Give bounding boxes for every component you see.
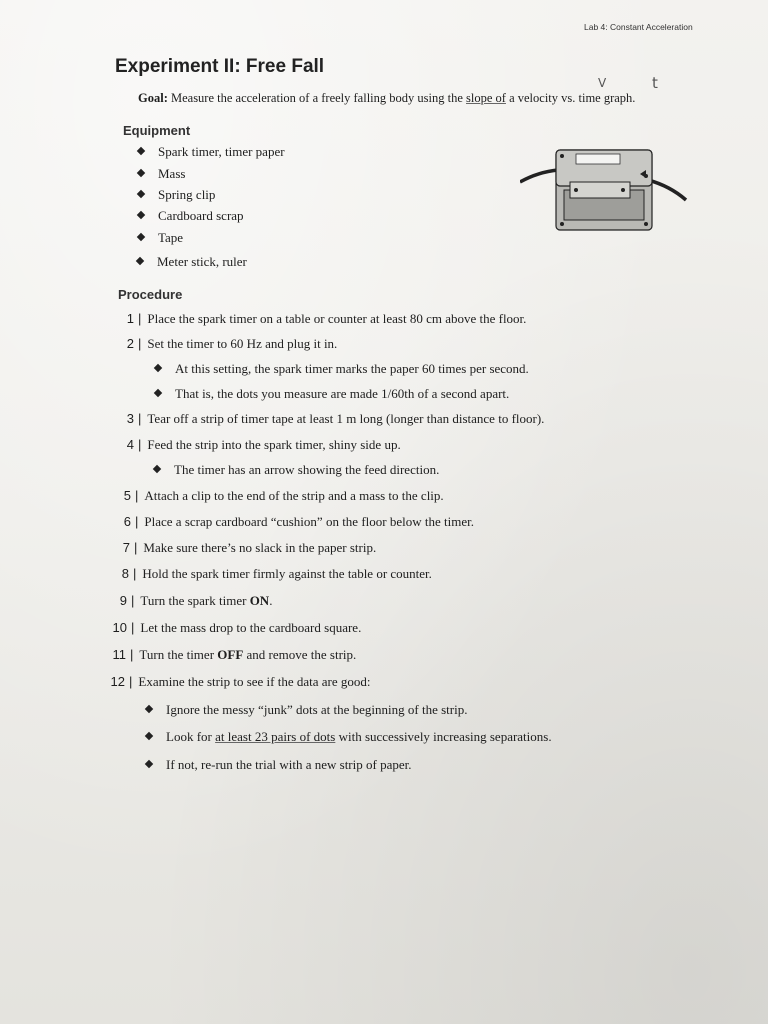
procedure-substep: Look for at least 23 pairs of dots with successively increasing separations. [146, 729, 552, 745]
bullet-diamond-icon [136, 257, 144, 265]
bullet-diamond-icon [145, 705, 153, 713]
procedure-heading: Procedure [118, 287, 183, 302]
procedure-substep: That is, the dots you measure are made 1/60th of a second apart. [155, 386, 509, 402]
procedure-substep: Ignore the messy “junk” dots at the beginning of the strip. [146, 702, 467, 718]
equipment-item: Cardboard scrap [138, 208, 244, 224]
bullet-diamond-icon [137, 211, 145, 219]
procedure-step: 1 | Place the spark timer on a table or counter at least 80 cm above the floor. [126, 311, 527, 326]
procedure-step: 6 | Place a scrap cardboard “cushion” on the floor below the timer. [123, 514, 474, 529]
procedure-step: 8 | Hold the spark timer firmly against the table or counter. [121, 566, 432, 581]
spark-timer-illustration [520, 146, 690, 236]
procedure-step: 2 | Set the timer to 60 Hz and plug it in. [126, 336, 338, 351]
procedure-step: 10 | Let the mass drop to the cardboard square. [112, 620, 362, 635]
bullet-diamond-icon [145, 732, 153, 740]
procedure-step: 3 | Tear off a strip of timer tape at least 1 m long (longer than distance to floor). [126, 411, 545, 426]
procedure-step: 4 | Feed the strip into the spark timer, shiny side up. [126, 437, 401, 452]
goal-part2: a velocity vs. time graph. [505, 91, 636, 105]
equipment-item: Spark timer, timer paper [138, 144, 285, 160]
equipment-heading: Equipment [123, 123, 191, 138]
page-title: Experiment II: Free Fall [115, 56, 325, 77]
procedure-substep: If not, re-run the trial with a new strip of paper. [146, 757, 411, 773]
equipment-item: Meter stick, ruler [137, 254, 247, 270]
handwriting-t: t [652, 74, 658, 92]
equipment-item: Tape [138, 230, 183, 246]
equipment-item: Mass [138, 166, 185, 182]
bullet-diamond-icon [154, 364, 162, 372]
goal-text [138, 91, 635, 106]
procedure-step: 11 | Turn the timer OFF and remove the strip. [112, 647, 357, 662]
procedure-step: 7 | Make sure there’s no slack in the paper strip. [122, 540, 377, 555]
equipment-item: Spring clip [138, 187, 215, 203]
procedure-substep: At this setting, the spark timer marks the paper 60 times per second. [155, 361, 529, 377]
bullet-diamond-icon [137, 169, 145, 177]
spark-timer-icon [520, 146, 690, 236]
procedure-step: 9 | Turn the spark timer ON. [119, 593, 273, 608]
procedure-step: 5 | Attach a clip to the end of the strip and a mass to the clip. [123, 488, 444, 503]
goal-part1: Measure the acceleration of a freely falling body using the [170, 91, 467, 105]
goal-label: Goal: [138, 91, 168, 105]
handwriting-v: V [598, 76, 607, 90]
header-label: Lab 4: Constant Acceleration [584, 22, 693, 32]
bullet-diamond-icon [137, 190, 145, 198]
procedure-step: 12 | Examine the strip to see if the data are good: [110, 674, 371, 689]
procedure-substep: The timer has an arrow showing the feed direction. [154, 462, 439, 478]
bullet-diamond-icon [137, 147, 145, 155]
goal-slope: slope of [466, 91, 506, 105]
bullet-diamond-icon [145, 760, 153, 768]
bullet-diamond-icon [137, 233, 145, 241]
bullet-diamond-icon [153, 465, 161, 473]
bullet-diamond-icon [154, 389, 162, 397]
